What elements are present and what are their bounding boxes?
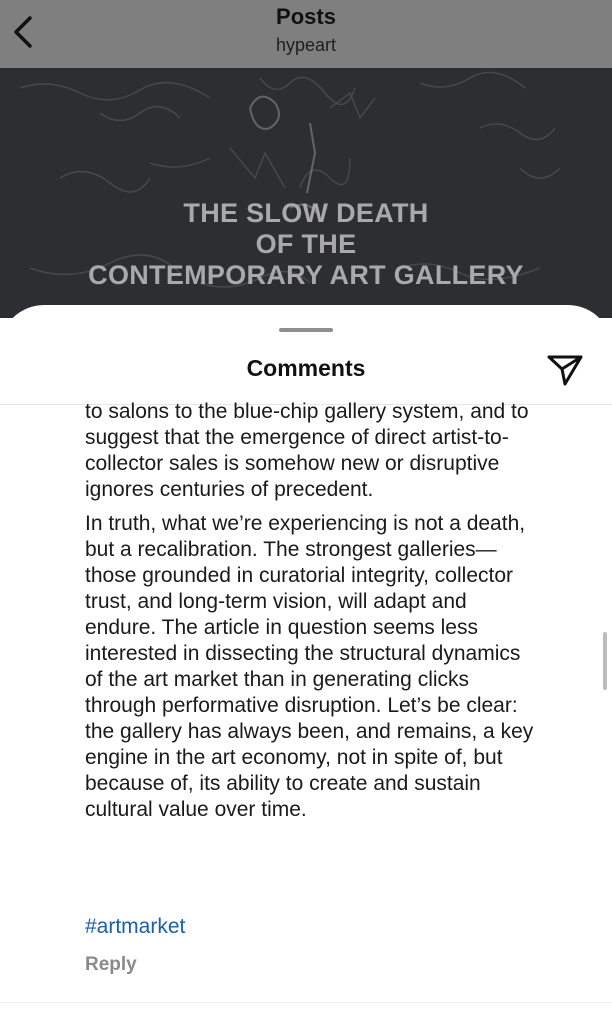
headline-line: OF THE [255,229,357,259]
comments-title: Comments [246,355,366,381]
comments-sheet [0,305,612,1023]
comment-text [85,399,535,823]
paper-plane-icon[interactable] [545,352,585,388]
headline-line: THE SLOW DEATH [183,198,429,228]
headline-line: CONTEMPORARY ART GALLERY [88,260,524,290]
comment-paragraph: to salons to the blue-chip gallery system, and to suggest that the emergence of direct artist-to-collector sales is somehow new or disruptive ignores centuries of precedent. [85,400,529,501]
post-headline [0,198,612,291]
hashtag-link[interactable]: #artmarket [85,915,186,938]
bottom-divider [0,1002,612,1003]
post-image [0,68,612,318]
scrollbar-thumb[interactable] [603,632,607,690]
reply-button[interactable]: Reply [85,954,137,975]
header-username: hypeart [275,35,337,55]
sheet-grabber[interactable] [279,328,333,332]
comment-paragraph: In truth, what we’re experiencing is not a death, but a recalibration. The strongest galleries—those grounded in curatorial integrity, collector trust, and long-term vision, will adapt and endure. The article in question seems less interested in dissecting the structural dynamics of the art market than in generating clicks through performative disruption. Let’s be clear: the gallery has always been, and remains, a key engine in the art economy, not in spite of, but because of, its ability to create and sustain cultural value over time. [85,512,534,821]
header-title: Posts [276,4,336,29]
posts-header [0,0,612,68]
